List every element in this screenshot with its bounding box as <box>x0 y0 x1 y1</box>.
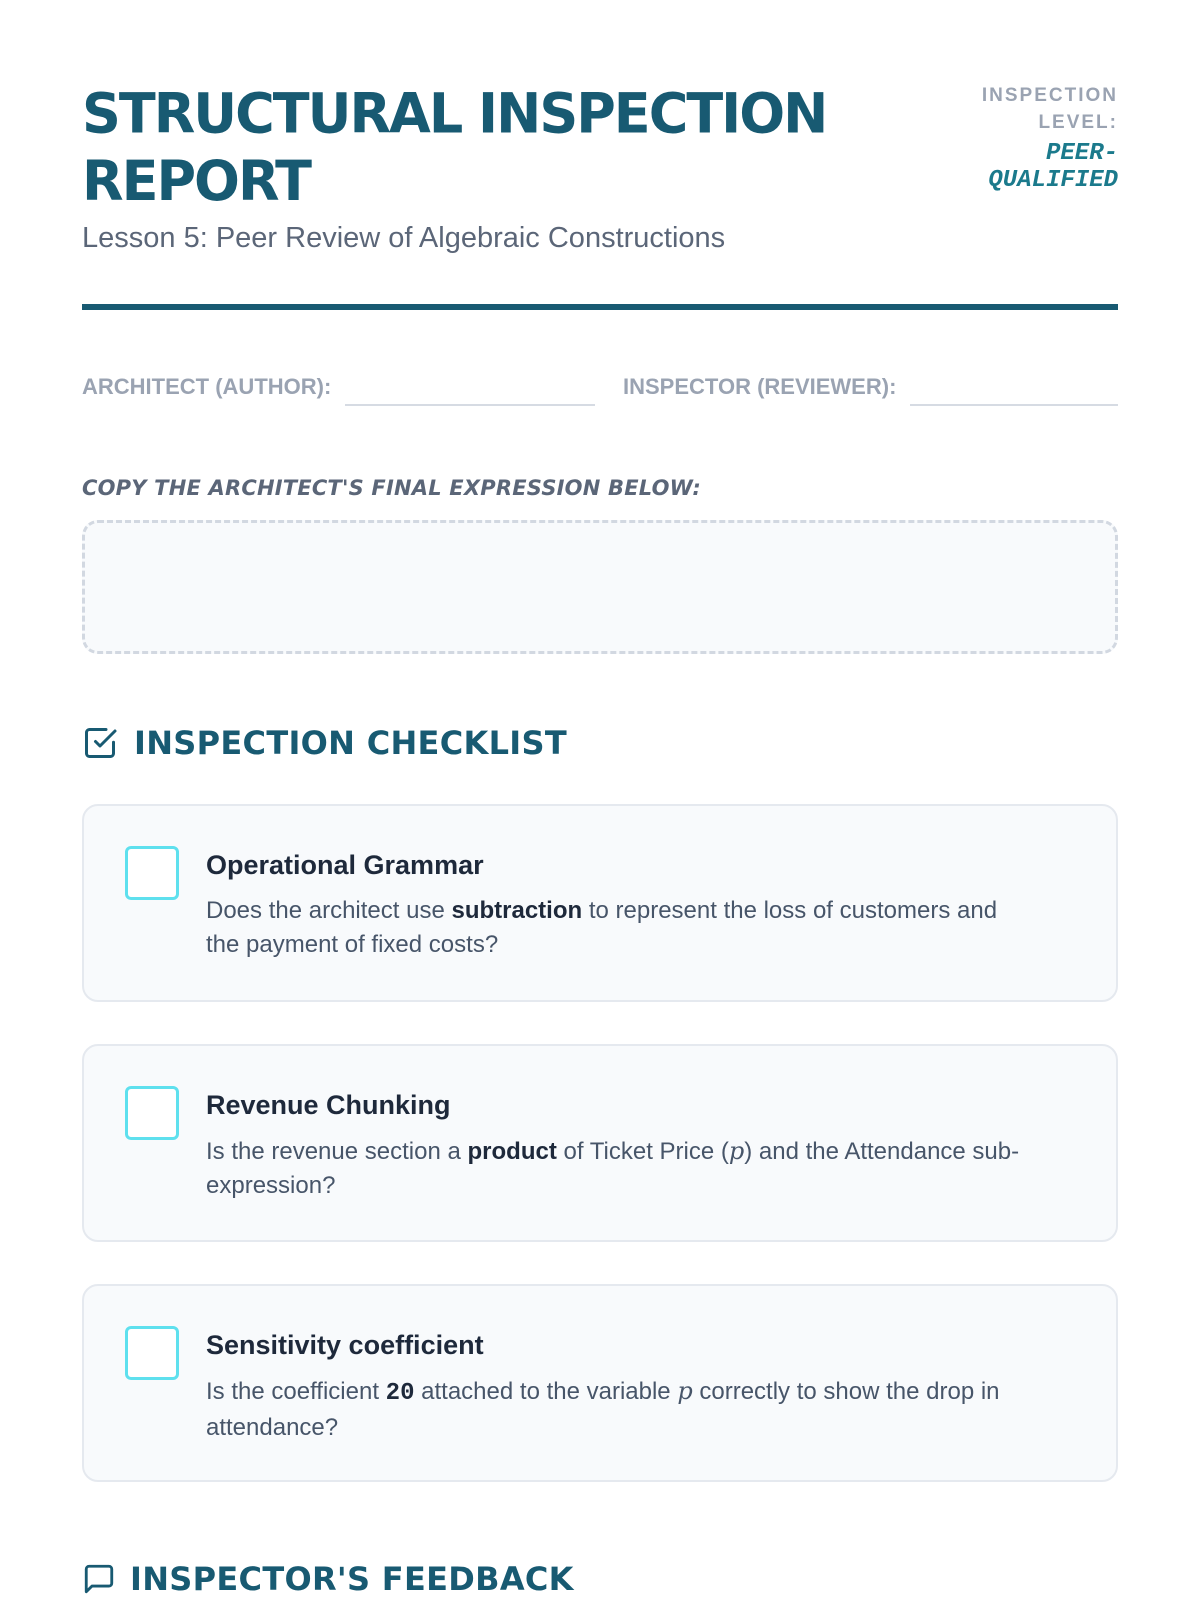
checklist-item-description: Is the coefficient 20 attached to the variable p correctly to show the drop in attendance? <box>206 1377 1000 1441</box>
checklist-checkbox[interactable] <box>125 846 179 900</box>
expression-label: COPY THE ARCHITECT'S FINAL EXPRESSION BELOW: <box>82 476 701 500</box>
author-field <box>82 366 595 406</box>
feedback-heading <box>82 1560 574 1598</box>
checklist-item-sensitivity-coefficient <box>82 1284 1118 1482</box>
checklist-heading-text: INSPECTION CHECKLIST <box>134 724 567 762</box>
inspector-field <box>623 366 1118 406</box>
page-title: STRUCTURAL INSPECTION REPORT <box>82 81 827 214</box>
expression-input-box[interactable] <box>82 520 1118 654</box>
checklist-item-operational-grammar <box>82 804 1118 1002</box>
variable-p: p <box>677 1377 693 1405</box>
inspector-input[interactable] <box>910 366 1118 406</box>
speech-bubble-icon <box>82 1562 116 1596</box>
emphasis-text: product <box>467 1138 557 1165</box>
checklist-checkbox[interactable] <box>125 1326 179 1380</box>
variable-p: p <box>728 1137 745 1165</box>
checklist-item-title: Revenue Chunking <box>206 1090 451 1120</box>
checklist-item-revenue-chunking <box>82 1044 1118 1242</box>
author-input[interactable] <box>345 366 595 406</box>
checklist-item-description: Does the architect use subtraction to represent the loss of customers and the payment of fixed costs? <box>206 897 998 958</box>
emphasis-text: subtraction <box>451 897 583 924</box>
header-divider <box>82 304 1118 310</box>
checklist-heading <box>82 724 567 762</box>
inspection-level-label: INSPECTION LEVEL: <box>981 85 1118 133</box>
author-label: ARCHITECT (AUTHOR): <box>82 374 332 399</box>
checklist-checkbox[interactable] <box>125 1086 179 1140</box>
checkbox-icon <box>82 725 118 761</box>
inspection-level <box>958 82 1118 194</box>
emphasis-text: 20 <box>385 1380 415 1407</box>
checklist-item-title: Sensitivity coefficient <box>206 1330 484 1360</box>
name-fields <box>82 366 1118 406</box>
report-header <box>82 82 1118 308</box>
feedback-heading-text: INSPECTOR'S FEEDBACK <box>130 1560 574 1598</box>
checklist-item-title: Operational Grammar <box>206 850 484 880</box>
inspection-level-value: PEER-QUALIFIED <box>988 140 1118 194</box>
inspector-label: INSPECTOR (REVIEWER): <box>623 374 897 399</box>
checklist-item-description: Is the revenue section a product of Ticket Price (p) and the Attendance sub-expression? <box>206 1137 1020 1199</box>
page-subtitle: Lesson 5: Peer Review of Algebraic Constructions <box>82 222 726 254</box>
